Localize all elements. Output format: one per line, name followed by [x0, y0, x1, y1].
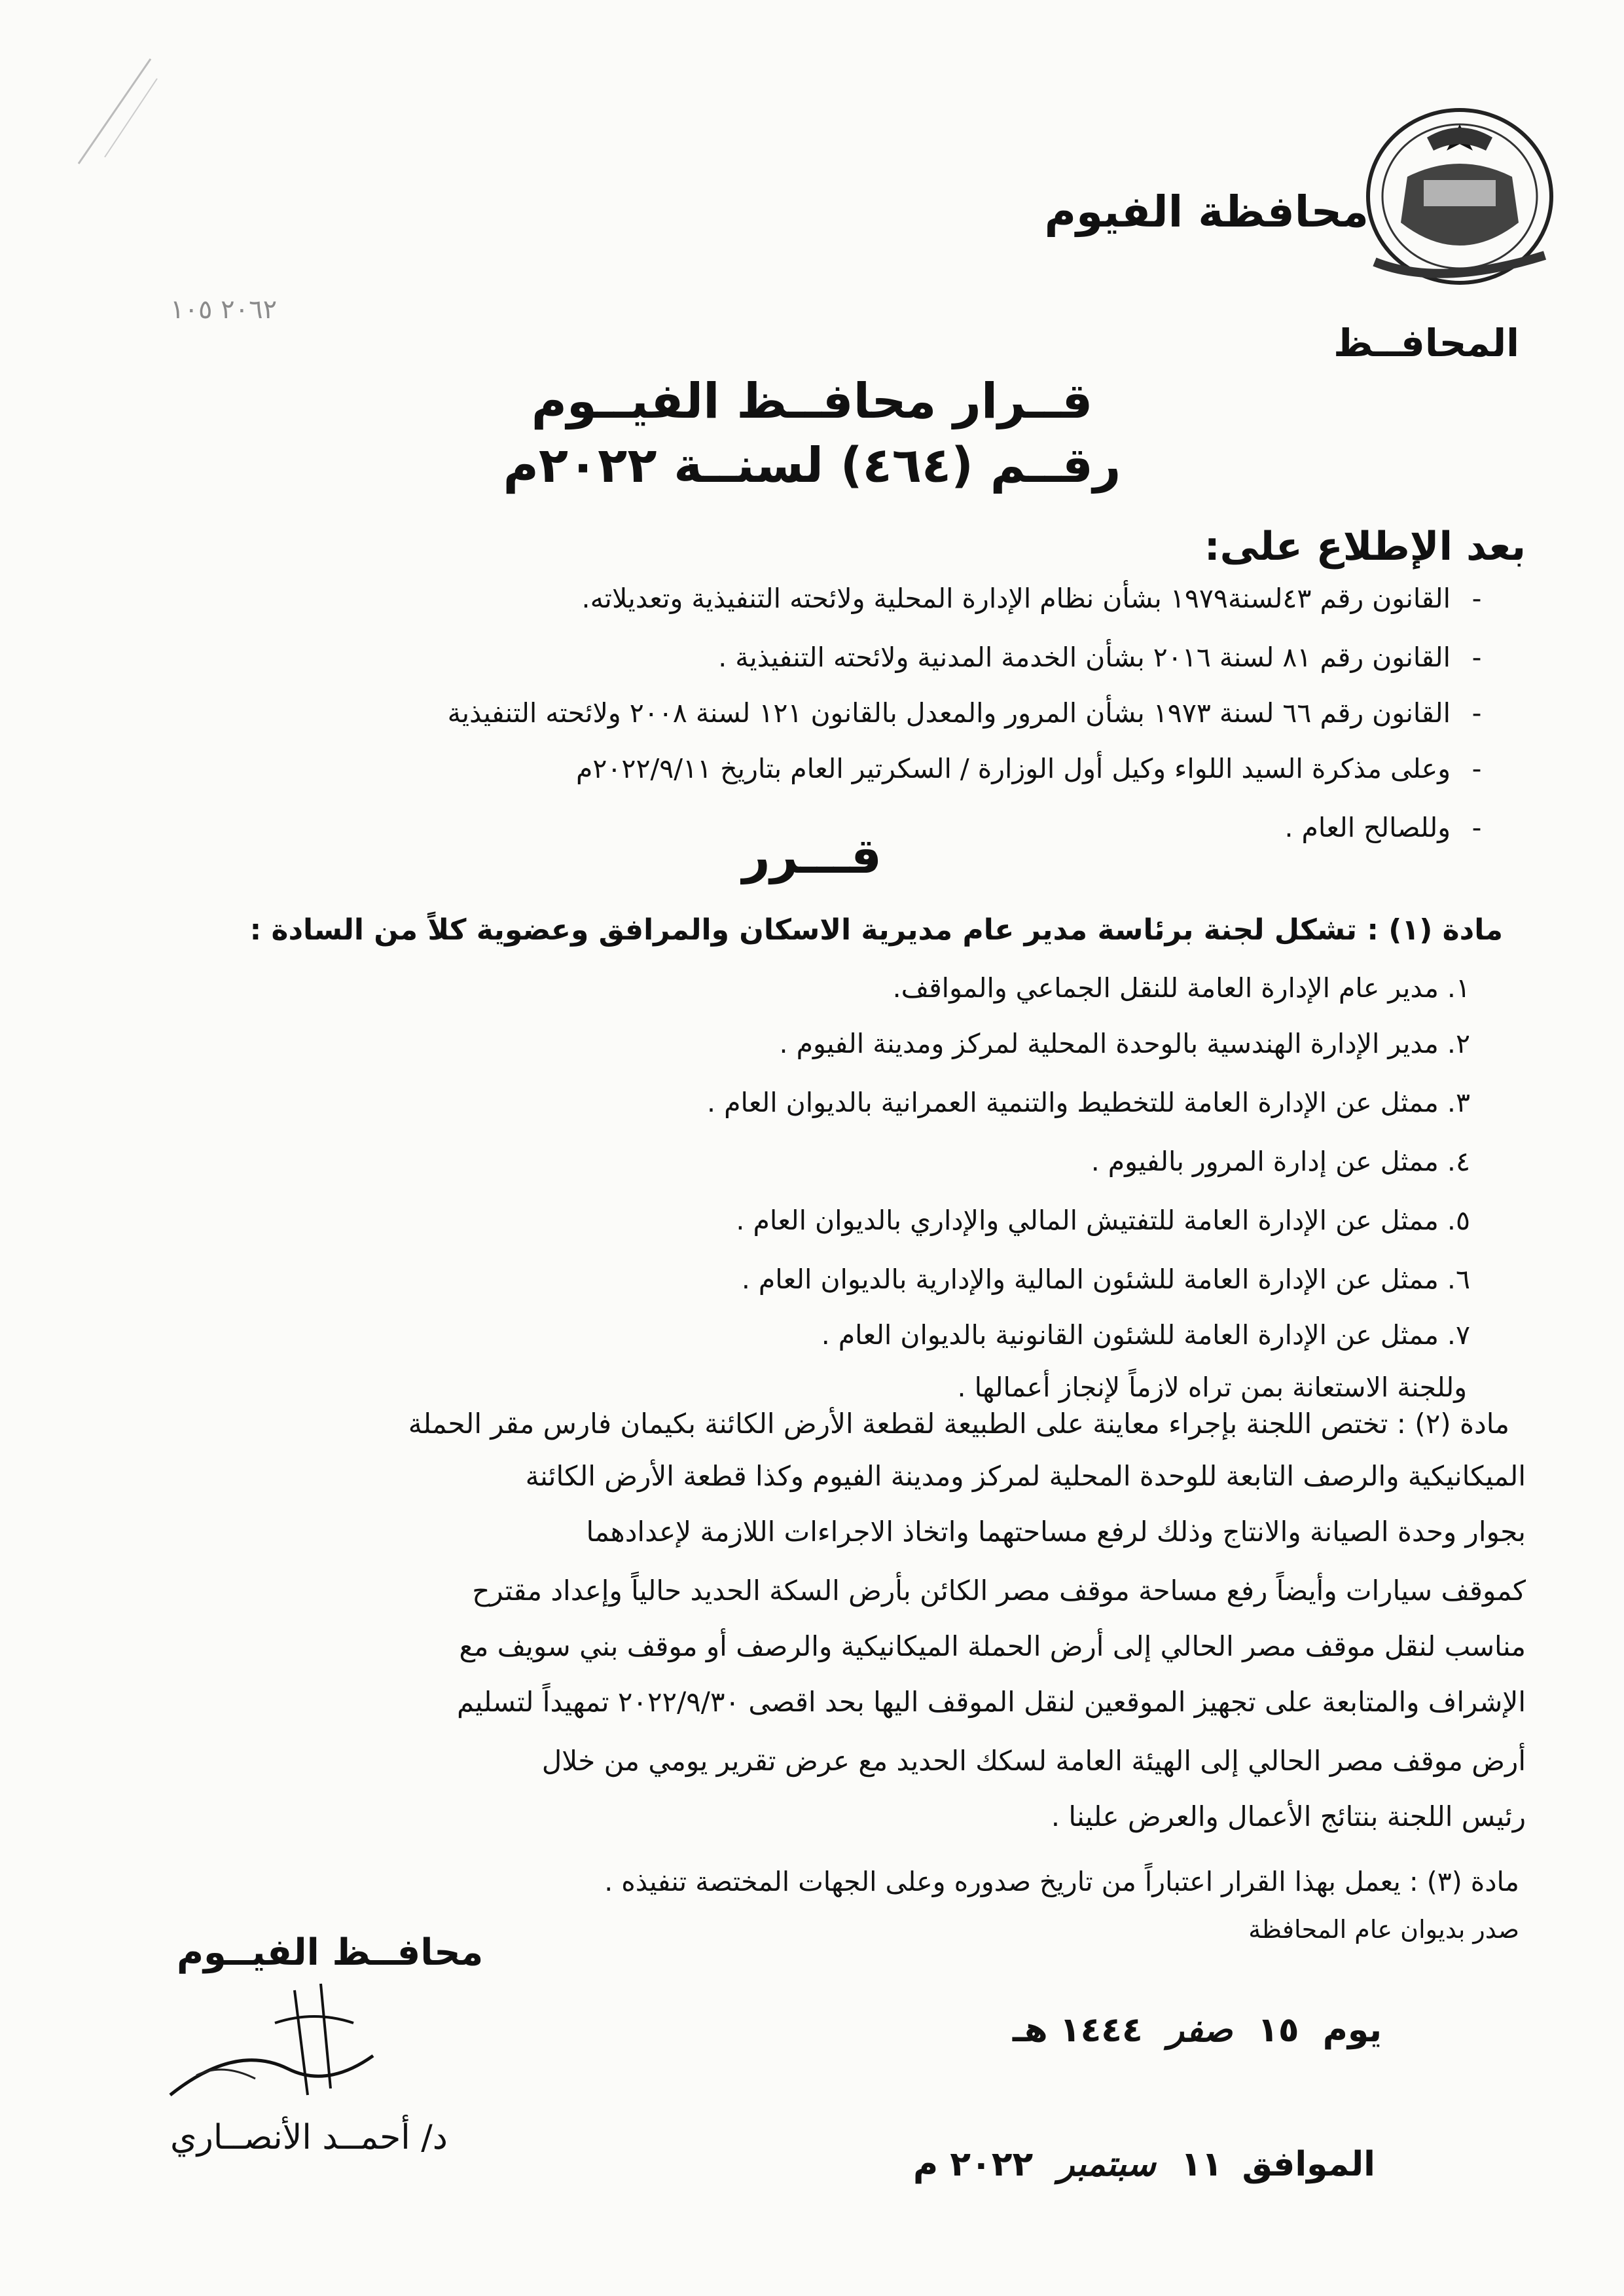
signatory-title: محافــظ الفيــوم [177, 1931, 484, 1974]
decree-number: رقــم (٤٦٤) لسنــة ٢٠٢٢م [503, 437, 1121, 494]
governorate-emblem [1362, 98, 1558, 295]
article2-line: بجوار وحدة الصيانة والانتاج وذلك لرفع مساحتهما واتخاذ الاجراءات اللازمة لإعدادهما [586, 1516, 1526, 1548]
preamble-item: -القانون رقم ٤٣لسنة١٩٧٩ بشأن نظام الإدارة المحلية ولائحته التنفيذية وتعديلاته. [581, 583, 1482, 614]
margin-note: ٢٠٦٢ ١٠٥ [170, 295, 278, 325]
article2-line: الميكانيكية والرصف التابعة للوحدة المحلية لمركز ومدينة الفيوم وكذا قطعة الأرض الكائنة [525, 1460, 1526, 1492]
preamble-item: -القانون رقم ٦٦ لسنة ١٩٧٣ بشأن المرور والمعدل بالقانون ١٢١ لسنة ٢٠٠٨ ولائحته التنفيذية [447, 697, 1482, 729]
signatory-name: د/ أحمــد الأنصــاري [170, 2118, 448, 2157]
member-item: ٤. ممثل عن إدارة المرور بالفيوم . [1091, 1146, 1470, 1177]
handwritten-signature [157, 1964, 393, 2115]
article2-line: مناسب لنقل موقف مصر الحالي إلى أرض الحملة الميكانيكية والرصف أو موقف بني سويف مع [459, 1630, 1526, 1662]
issued-at: صدر بديوان عام المحافظة [1248, 1915, 1519, 1944]
preamble-heading: بعد الإطلاع على: [1204, 524, 1526, 570]
org-name: محافظة الفيوم [1044, 187, 1369, 237]
decree-title: قــرار محافــظ الفيــوم [531, 373, 1093, 429]
article3: مادة (٣) : يعمل بهذا القرار اعتباراً من تاريخ صدوره وعلى الجهات المختصة تنفيذه . [604, 1866, 1519, 1897]
decree-heading: قـــرر [742, 828, 882, 884]
member-item: ٧. ممثل عن الإدارة العامة للشئون القانونية بالديوان العام . [821, 1319, 1470, 1351]
article2-line: الإشراف والمتابعة على تجهيز الموقعين لنقل الموقف اليها بحد اقصى ٢٠٢٢/٩/٣٠ تمهيداً لتسليم [456, 1686, 1526, 1718]
article2-line: رئيس اللجنة بنتائج الأعمال والعرض علينا . [1051, 1800, 1526, 1832]
member-item: ٢. مدير الإدارة الهندسية بالوحدة المحلية لمركز ومدينة الفيوم . [779, 1028, 1470, 1059]
member-item: ١. مدير عام الإدارة العامة للنقل الجماعي والمواقف. [892, 972, 1470, 1004]
committee-assist: وللجنة الاستعانة بمن تراه لازماً لإنجاز أعمالها . [957, 1372, 1467, 1403]
article2-line: مادة (٢) : تختص اللجنة بإجراء معاينة على الطبيعة لقطعة الأرض الكائنة بكيمان فارس مقر الحملة [408, 1408, 1509, 1440]
member-item: ٥. ممثل عن الإدارة العامة للتفتيش المالي والإداري بالديوان العام . [736, 1205, 1470, 1236]
preamble-item: -القانون رقم ٨١ لسنة ٢٠١٦ بشأن الخدمة المدنية ولائحته التنفيذية . [718, 642, 1482, 673]
member-item: ٣. ممثل عن الإدارة العامة للتخطيط والتنمية العمرانية بالديوان العام . [707, 1087, 1470, 1118]
date-gregorian: الموافق ١١ سبتمبر ٢٠٢٢ م [913, 2144, 1375, 2184]
office-label: المحافــظ [1333, 321, 1519, 365]
date-hijri: يوم ١٥ صفر ١٤٤٤ هـ [1012, 2010, 1382, 2050]
scan-mark [65, 39, 164, 170]
preamble-item: -وعلى مذكرة السيد اللواء وكيل أول الوزارة / السكرتير العام بتاريخ ٢٠٢٢/٩/١١م [576, 753, 1482, 784]
preamble-item: -وللصالح العام . [1284, 812, 1482, 843]
article1-intro: مادة (١) : تشكل لجنة برئاسة مدير عام مديرية الاسكان والمرافق وعضوية كلاً من السادة : [249, 913, 1503, 947]
article2-line: كموقف سيارات وأيضاً رفع مساحة موقف مصر الكائن بأرض السكة الحديد حالياً وإعداد مقترح [472, 1575, 1526, 1607]
member-item: ٦. ممثل عن الإدارة العامة للشئون المالية والإدارية بالديوان العام . [741, 1264, 1470, 1295]
article2-line: أرض موقف مصر الحالي إلى الهيئة العامة لسكك الحديد مع عرض تقرير يومي من خلال [541, 1745, 1526, 1777]
